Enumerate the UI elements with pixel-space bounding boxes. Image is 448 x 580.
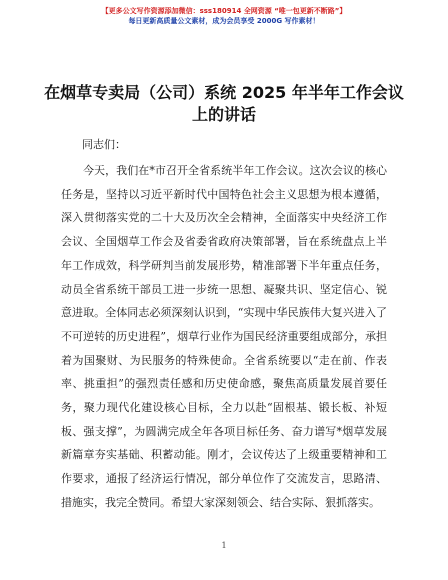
document-title: 在烟草专卖局（公司）系统 2025 年半年工作会议上的讲话	[44, 83, 404, 124]
greeting: 同志们：	[82, 138, 126, 151]
promo-banner	[0, 6, 448, 26]
page-number: 1	[221, 541, 227, 550]
promo-banner-line-1: 【更多公文写作资源添加微信：sss180914 全网资源 “唯一包更新不断路”】	[101, 7, 347, 15]
body-paragraph: 今天，我们在*市召开全省系统半年工作会议。这次会议的核心任务是，坚持以习近平新时代中国特色社会主义思想为根本遵循，深入贯彻落实党的二十大及历次全会精神，全面落实中央经济工作会议、全国烟草工作会及省委省政府决策部署，旨在系统盘点上半年工作成效，科学研判当前发展形势，精准部署下半年重点任务，动员全省系统干部员工进一步统一思想、凝聚共识、坚定信心、锐意进取。全体同志必须深刻认识到，“实现中华民族伟大复兴进入了不可逆转的历史进程”，烟草行业作为国民经济重要组成部分，承担着为国聚财、为民服务的特殊使命。全省系统要以“走在前、作表率、挑重担”的强烈责任感和历史使命感，聚焦高质量发展首要任务，聚力现代化建设核心目标，全力以赴“固根基、锻长板、补短板、强支撑”，为圆满完成全年各项目标任务、奋力谱写*烟草发展新篇章夯实基础、积蓄动能。刚才，会议传达了上级重要精神和工作要求，通报了经济运行情况，部分单位作了交流发言，思路清、措施实，我完全赞同。希望大家深刻领会、结合实际、狠抓落实。	[61, 164, 387, 509]
promo-banner-line-2: 每日更新高质量公文素材，成为会员享受 2000G 写作素材！	[128, 17, 320, 25]
